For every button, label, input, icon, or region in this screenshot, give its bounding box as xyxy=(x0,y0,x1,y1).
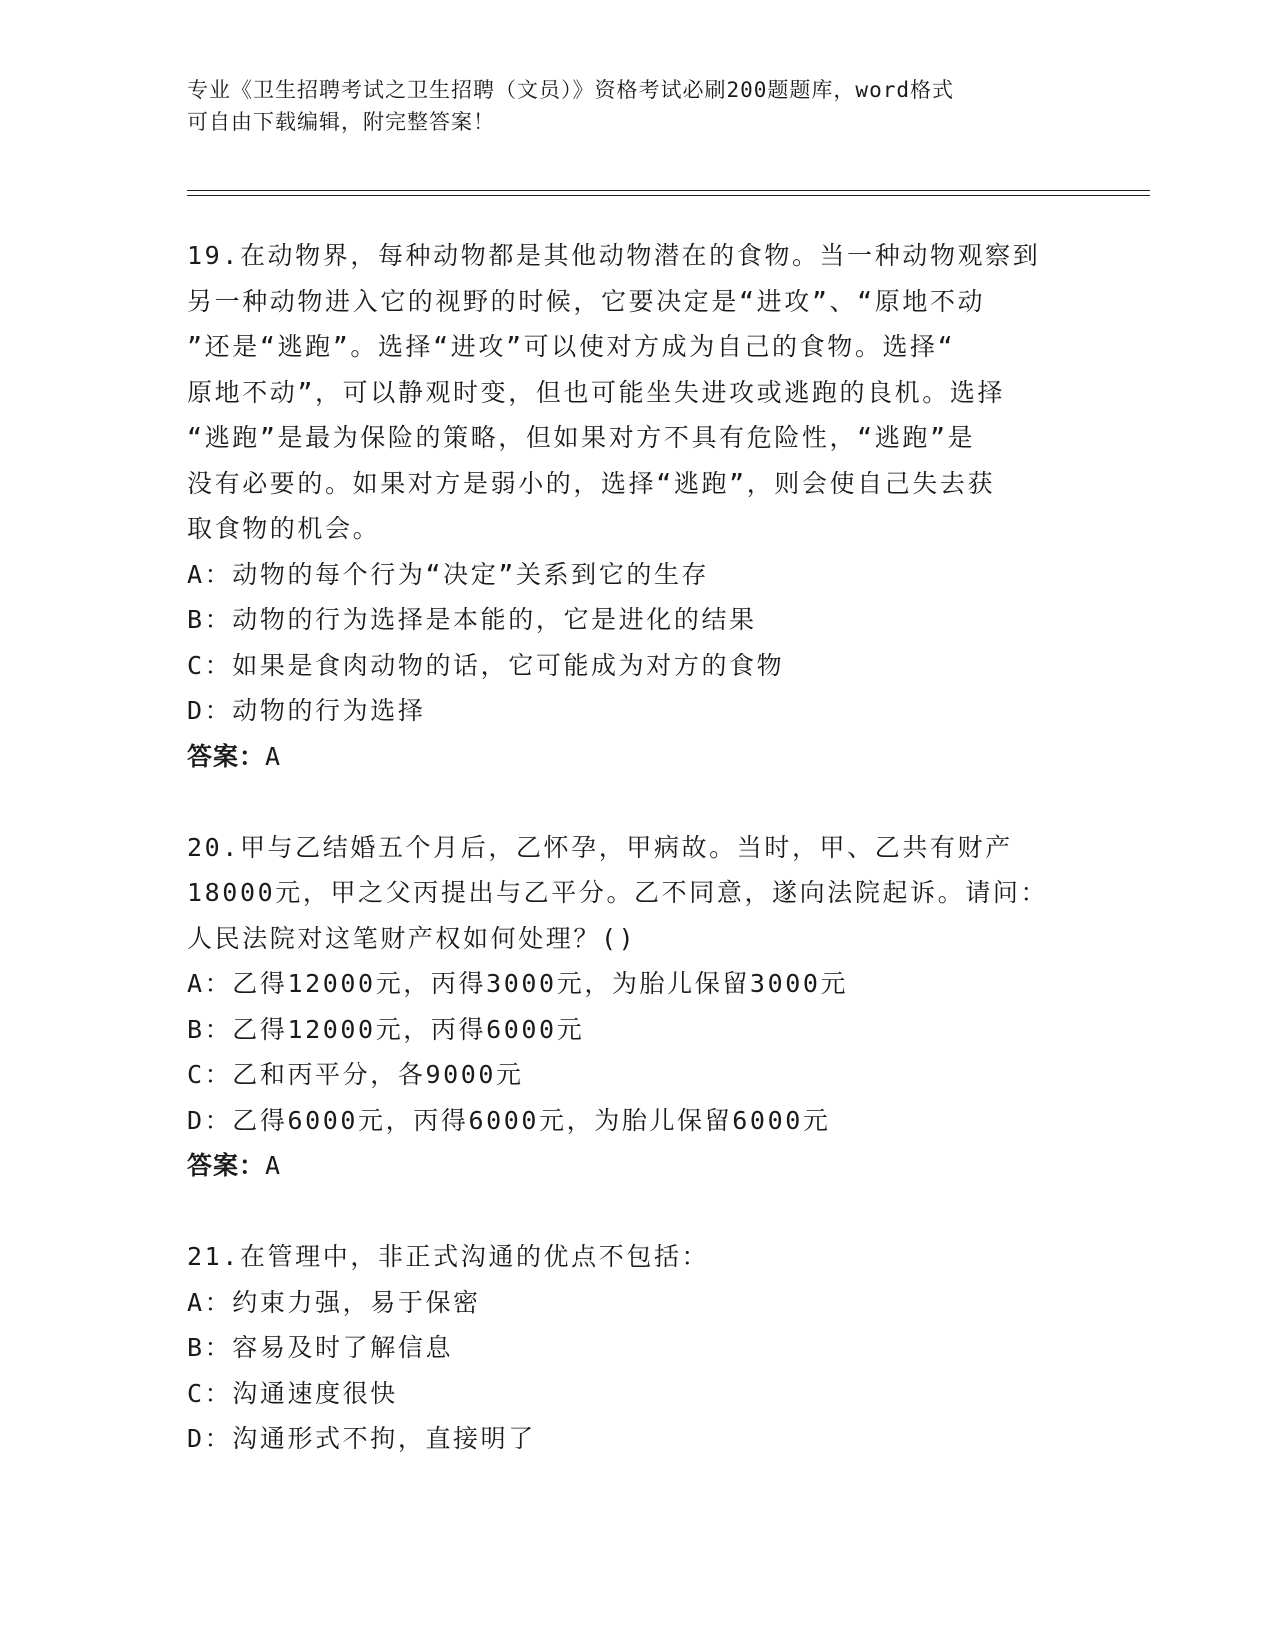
question-spacer xyxy=(187,779,1087,825)
answer-value: A xyxy=(265,741,282,771)
answer-label: 答案： xyxy=(187,1151,266,1180)
question-stem-line: 人民法院对这笔财产权如何处理？() xyxy=(187,923,637,953)
header-rule-top xyxy=(187,190,1150,191)
option-a: A：动物的每个行为“决定”关系到它的生存 xyxy=(187,559,710,589)
question-stem-line: 另一种动物进入它的视野的时候，它要决定是“进攻”、“原地不动 xyxy=(187,286,986,316)
option-b: B：动物的行为选择是本能的，它是进化的结果 xyxy=(187,605,757,634)
option-a: A：约束力强，易于保密 xyxy=(187,1287,481,1317)
option-c: C：沟通速度很快 xyxy=(187,1378,398,1408)
header-line-1: 专业《卫生招聘考试之卫生招聘（文员）》资格考试必刷200题题库，word格式 xyxy=(187,78,954,102)
answer-line xyxy=(187,734,1087,780)
question-stem-line: 原地不动”，可以静观时变，但也可能坐失进攻或逃跑的良机。选择 xyxy=(187,377,1006,407)
question-stem-line: “逃跑”是最为保险的策略，但如果对方不具有危险性，“逃跑”是 xyxy=(187,423,976,452)
option-a: A：乙得12000元，丙得3000元，为胎儿保留3000元 xyxy=(187,969,849,998)
answer-label: 答案： xyxy=(187,741,266,771)
question-stem-line: 取食物的机会。 xyxy=(187,514,381,543)
option-b: B：乙得12000元，丙得6000元 xyxy=(187,1014,585,1044)
answer-value: A xyxy=(265,1151,282,1180)
option-c: C：乙和丙平分，各9000元 xyxy=(187,1060,524,1089)
option-d: D：乙得6000元，丙得6000元，为胎儿保留6000元 xyxy=(187,1105,831,1135)
question-stem-line: 18000元，甲之父丙提出与乙平分。乙不同意，遂向法院起诉。请问： xyxy=(187,878,1049,907)
question-stem-line: ”还是“逃跑”。选择“进攻”可以使对方成为自己的食物。选择“ xyxy=(187,332,956,361)
page-header xyxy=(187,74,1087,138)
question-21 xyxy=(187,1234,1087,1462)
question-stem-line: 20.甲与乙结婚五个月后，乙怀孕，甲病故。当时，甲、乙共有财产 xyxy=(187,832,1013,862)
header-rule-bottom xyxy=(187,195,1150,196)
question-spacer xyxy=(187,1189,1087,1235)
option-b: B：容易及时了解信息 xyxy=(187,1333,454,1362)
question-20 xyxy=(187,825,1087,1189)
option-d: D：动物的行为选择 xyxy=(187,696,426,725)
question-19 xyxy=(187,233,1087,779)
question-list xyxy=(187,233,1087,1462)
header-line-2: 可自由下载编辑，附完整答案！ xyxy=(187,110,495,134)
question-stem-line: 21.在管理中，非正式沟通的优点不包括： xyxy=(187,1242,710,1271)
option-c: C：如果是食肉动物的话，它可能成为对方的食物 xyxy=(187,650,785,680)
question-stem-line: 19.在动物界，每种动物都是其他动物潜在的食物。当一种动物观察到 xyxy=(187,241,1041,270)
option-d: D：沟通形式不拘，直接明了 xyxy=(187,1424,536,1453)
question-stem-line: 没有必要的。如果对方是弱小的，选择“逃跑”，则会使自己失去获 xyxy=(187,468,996,498)
answer-line xyxy=(187,1143,1087,1189)
